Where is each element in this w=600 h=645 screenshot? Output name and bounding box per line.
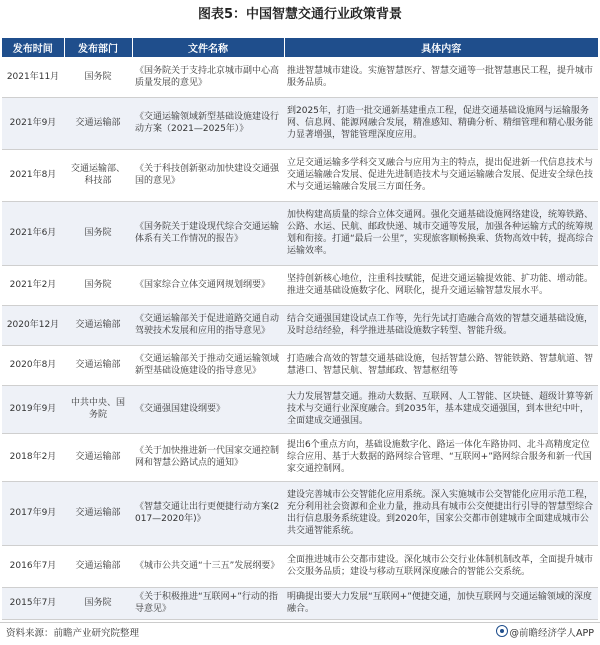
row-file: 《城市公共交通“十三五”发展纲要》 xyxy=(132,545,284,587)
table-row xyxy=(2,305,598,345)
column-header-date: 发布时间 xyxy=(2,38,64,57)
row-dept: 交通运输部 xyxy=(64,305,132,345)
source-note: 资料来源：前瞻产业研究院整理 xyxy=(6,628,140,639)
row-dept: 交通运输部 xyxy=(64,433,132,481)
row-content: 明确提出要大力发展“互联网+”便捷交通，加快互联网与交通运输领域的深度融合。 xyxy=(284,587,598,619)
row-file: 《交通运输部关于促进道路交通自动驾驶技术发展和应用的指导意见》 xyxy=(132,305,284,345)
row-date: 2020年8月 xyxy=(2,345,64,385)
row-date: 2016年7月 xyxy=(2,545,64,587)
table-row xyxy=(2,433,598,481)
row-content: 建设完善城市公交智能化应用系统。深入实施城市公交智能化应用示范工程，充分利用社会资源和企业力量，推动具有城市公交便捷出行引导的智慧型综合出行信息服务系统建设。到2020年，国家公交都市创建城市全面建成城市公共交通智能系统。 xyxy=(284,481,598,545)
table-row xyxy=(2,385,598,433)
row-date: 2021年11月 xyxy=(2,57,64,97)
row-date: 2021年8月 xyxy=(2,149,64,201)
row-dept: 交通运输部、科技部 xyxy=(64,149,132,201)
row-dept: 国务院 xyxy=(64,265,132,305)
row-date: 2021年6月 xyxy=(2,201,64,265)
table-header-row xyxy=(2,38,598,57)
row-dept: 国务院 xyxy=(64,587,132,619)
policy-table xyxy=(2,38,598,620)
table-row xyxy=(2,587,598,619)
table-row xyxy=(2,481,598,545)
row-content: 坚持创新核心地位，注重科技赋能，促进交通运输提效能、扩功能、增动能。推进交通基础设施数字化、网联化，提升交通运输智慧发展水平。 xyxy=(284,265,598,305)
table-row xyxy=(2,57,598,97)
table-row xyxy=(2,149,598,201)
row-content: 推进智慧城市建设。实施智慧医疗、智慧交通等一批智慧惠民工程，提升城市服务品质。 xyxy=(284,57,598,97)
row-content: 提出6个重点方向，基础设施数字化、路运一体化车路协同、北斗高精度定位综合应用、基于大数据的路网综合管理、“互联网+”路网综合服务和新一代国家交通控制网。 xyxy=(284,433,598,481)
row-date: 2020年12月 xyxy=(2,305,64,345)
table-row xyxy=(2,201,598,265)
footer xyxy=(0,622,600,645)
row-content: 大力发展智慧交通。推动大数据、互联网、人工智能、区块链、超级计算等新技术与交通行业深度融合。到2035年，基本建成交通强国，到本世纪中叶，全面建成交通强国。 xyxy=(284,385,598,433)
row-file: 《国务院关于建设现代综合交通运输体系有关工作情况的报告》 xyxy=(132,201,284,265)
row-file: 《关于加快推进新一代国家交通控制网和智慧公路试点的通知》 xyxy=(132,433,284,481)
row-dept: 国务院 xyxy=(64,57,132,97)
row-dept: 交通运输部 xyxy=(64,97,132,149)
row-file: 《关于科技创新驱动加快建设交通强国的意见》 xyxy=(132,149,284,201)
row-dept: 中共中央、国务院 xyxy=(64,385,132,433)
brand-logo-icon xyxy=(496,625,508,637)
row-dept: 交通运输部 xyxy=(64,545,132,587)
row-file: 《关于积极推进“互联网+”行动的指导意见》 xyxy=(132,587,284,619)
row-file: 《交通运输领域新型基础设施建设行动方案（2021—2025年）》 xyxy=(132,97,284,149)
row-content: 立足交通运输多学科交叉融合与应用为主的特点，提出促进新一代信息技术与交通运输融合发展、促进先进制造技术与交通运输融合发展、促进安全绿色技术与交通运输融合发展三方面任务。 xyxy=(284,149,598,201)
row-date: 2017年9月 xyxy=(2,481,64,545)
row-date: 2019年9月 xyxy=(2,385,64,433)
row-file: 《交通强国建设纲要》 xyxy=(132,385,284,433)
column-header-file: 文件名称 xyxy=(132,38,284,57)
row-file: 《国务院关于支持北京城市副中心高质量发展的意见》 xyxy=(132,57,284,97)
row-content: 加快构建高质量的综合立体交通网。强化交通基础设施网络建设，统筹铁路、公路、水运、民航、邮政快递、城市交通等发展，加强各种运输方式的统筹规划和衔接。打通“最后一公里”，实现旅客顺畅换乘、货物高效中转，提高综合运输效率。 xyxy=(284,201,598,265)
row-date: 2018年2月 xyxy=(2,433,64,481)
row-content: 结合交通强国建设试点工作等，先行先试打造融合高效的智慧交通基础设施，及时总结经验，科学推进基础设施数字转型、智能升级。 xyxy=(284,305,598,345)
column-header-content: 具体内容 xyxy=(284,38,598,57)
row-dept: 交通运输部 xyxy=(64,481,132,545)
row-date: 2021年9月 xyxy=(2,97,64,149)
row-date: 2021年2月 xyxy=(2,265,64,305)
brand-credit xyxy=(496,623,594,645)
row-file: 《智慧交通让出行更便捷行动方案(2017—2020年)》 xyxy=(132,481,284,545)
row-file: 《国家综合立体交通网规划纲要》 xyxy=(132,265,284,305)
table-row xyxy=(2,345,598,385)
table-row xyxy=(2,545,598,587)
row-content: 全面推进城市公交都市建设。深化城市公交行业体制机制改革，全面提升城市公交服务品质；建设与移动互联网深度融合的智能公交系统。 xyxy=(284,545,598,587)
row-file: 《交通运输部关于推动交通运输领域新型基础设施建设的指导意见》 xyxy=(132,345,284,385)
column-header-dept: 发布部门 xyxy=(64,38,132,57)
brand-label: @前瞻经济学人APP xyxy=(509,628,594,639)
table-row xyxy=(2,265,598,305)
row-dept: 交通运输部 xyxy=(64,345,132,385)
row-dept: 国务院 xyxy=(64,201,132,265)
table-row xyxy=(2,97,598,149)
page-title: 图表5：中国智慧交通行业政策背景 xyxy=(197,7,403,22)
row-content: 打造融合高效的智慧交通基础设施，包括智慧公路、智能铁路、智慧航道、智慧港口、智慧民航、智慧邮政、智慧枢纽等 xyxy=(284,345,598,385)
row-date: 2015年7月 xyxy=(2,587,64,619)
row-content: 到2025年，打造一批交通新基建重点工程，促进交通基础设施网与运输服务网、信息网、能源网融合发展，精准感知、精确分析、精细管理和精心服务能力显著增强，智能管理深度应用。 xyxy=(284,97,598,149)
